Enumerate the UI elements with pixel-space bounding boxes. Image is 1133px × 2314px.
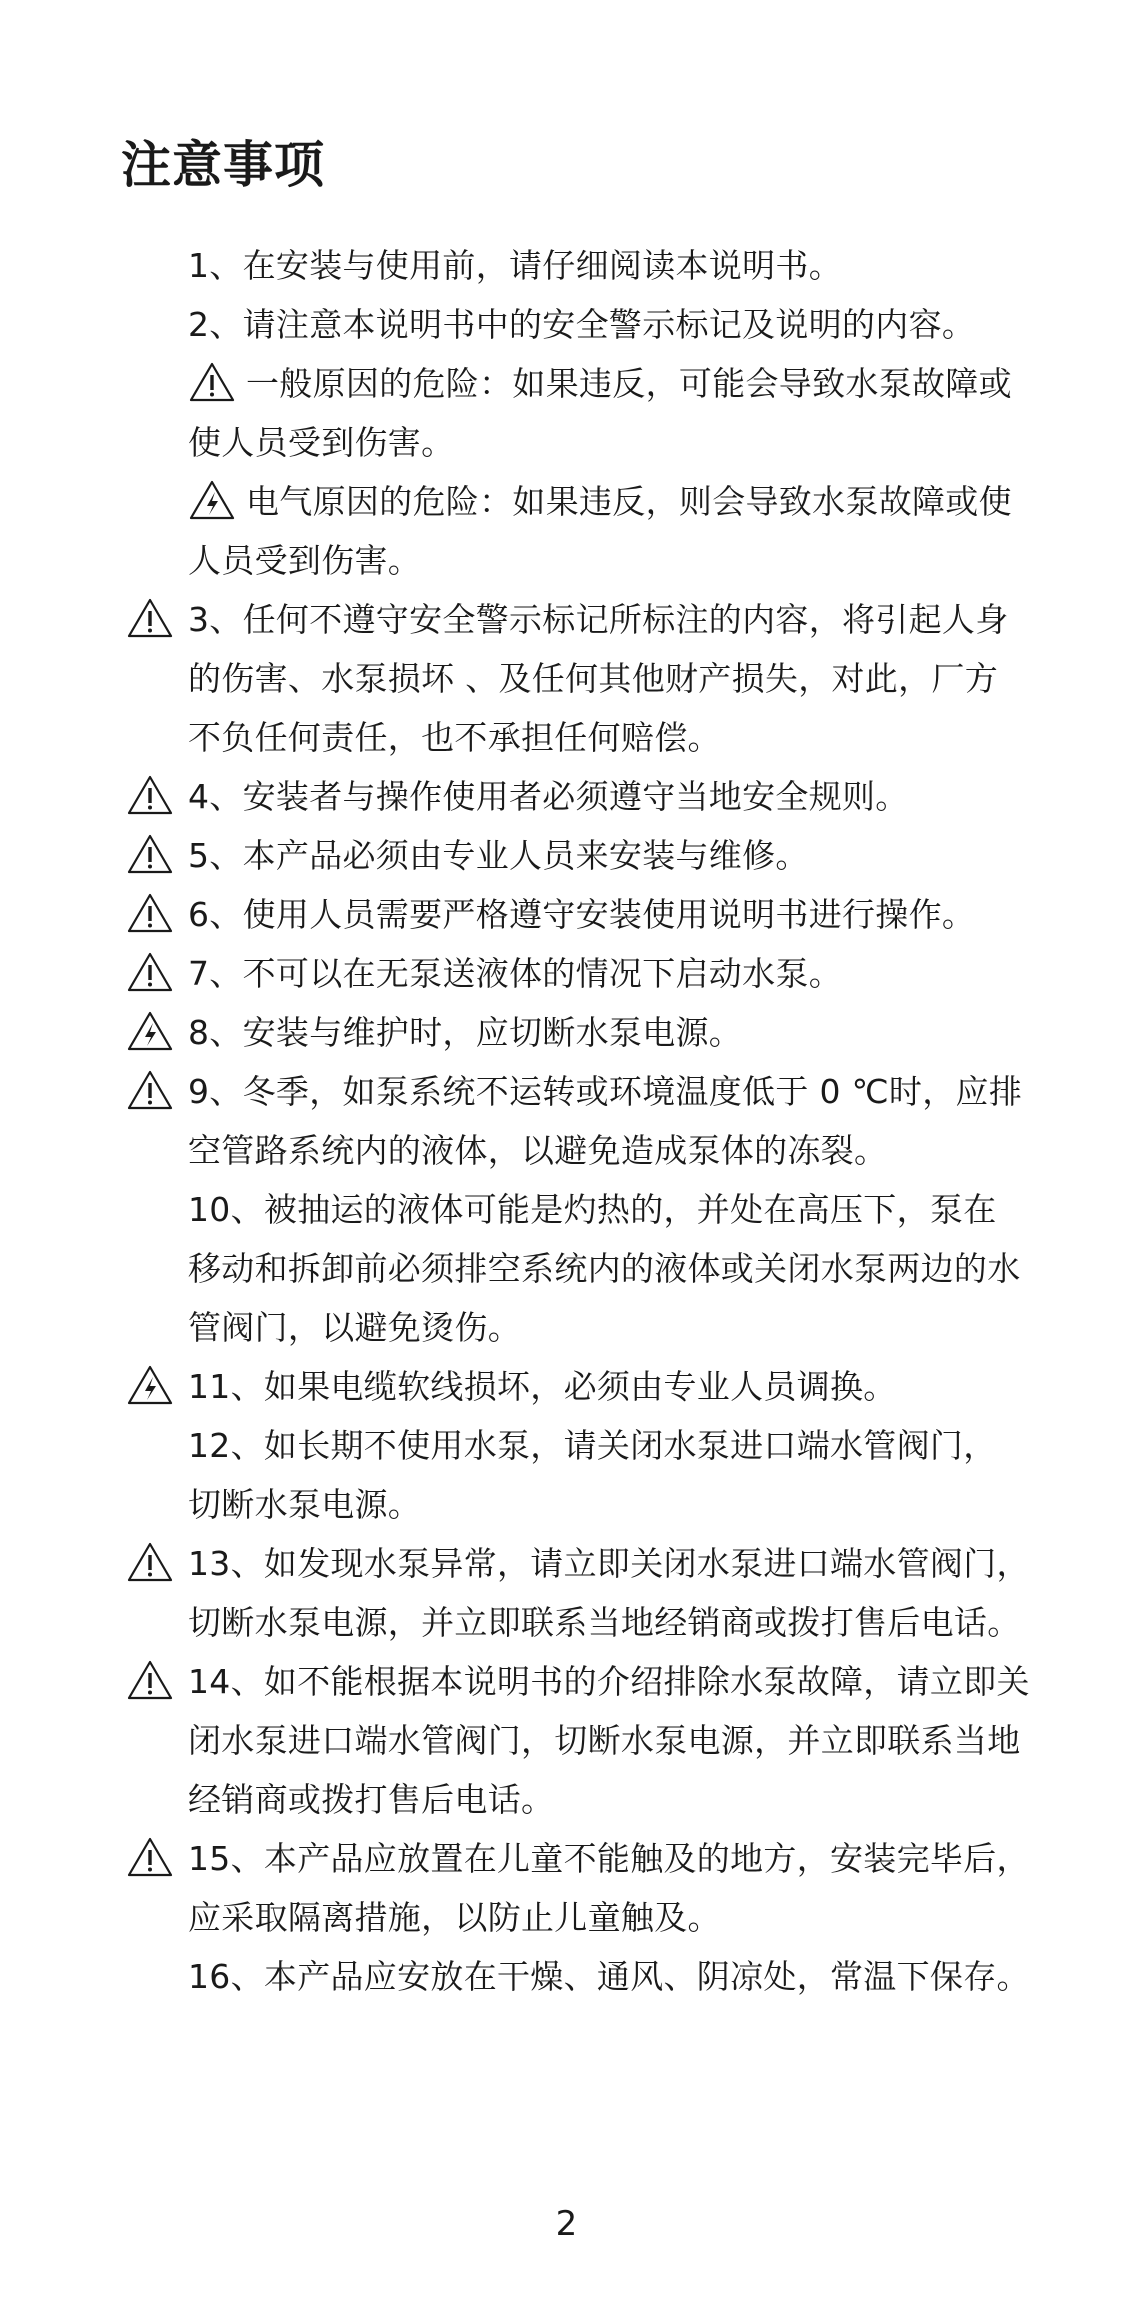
general-warning-icon: [188, 361, 236, 403]
notice-item-4: [188, 767, 1028, 826]
general-warning-icon: [127, 774, 173, 816]
notice-text: 7、不可以在无泵送液体的情况下启动水泵。: [188, 954, 842, 993]
notice-text: 9、冬季，如泵系统不运转或环境温度低于 0 ℃时，应排: [188, 1072, 1023, 1111]
notice-item-3: [188, 590, 1028, 767]
electric-warning-icon: [127, 1364, 173, 1406]
notice-text: 5、本产品必须由专业人员来安装与维修。: [188, 836, 809, 875]
electric-warning-icon: [188, 479, 236, 521]
notice-text: 16、本产品应安放在干燥、通风、阴凉处，常温下保存。: [188, 1957, 1030, 1996]
notice-text: 6、使用人员需要严格遵守安装使用说明书进行操作。: [188, 895, 976, 934]
notice-item-2: [188, 295, 1028, 354]
notice-text: 1、在安装与使用前，请仔细阅读本说明书。: [188, 246, 842, 285]
notice-text: 不负任何责任，也不承担任何赔偿。: [188, 718, 721, 757]
general-warning-icon: [127, 833, 173, 875]
notice-text: 3、任何不遵守安全警示标记所标注的内容，将引起人身: [188, 600, 1009, 639]
notice-text: 4、安装者与操作使用者必须遵守当地安全规则。: [188, 777, 909, 816]
notice-text: 11、如果电缆软线损坏，必须由专业人员调换。: [188, 1367, 897, 1406]
notice-text: 使人员受到伤害。: [188, 423, 455, 462]
notice-item-6: [188, 885, 1028, 944]
general-warning-icon: [127, 597, 173, 639]
notice-text: 的伤害、水泵损坏 、及任何其他财产损失，对此，厂方: [188, 659, 998, 698]
notice-item-13: [188, 1534, 1028, 1652]
notice-text: 移动和拆卸前必须排空系统内的液体或关闭水泵两边的水: [188, 1249, 1021, 1288]
page-number: 2: [555, 2204, 578, 2244]
general-warning-icon: [127, 1069, 173, 1111]
notice-text: 人员受到伤害。: [188, 541, 422, 580]
notice-text: 闭水泵进口端水管阀门，切断水泵电源，并立即联系当地: [188, 1721, 1021, 1760]
notice-text: 管阀门，以避免烫伤。: [188, 1308, 521, 1347]
notice-text: 2、请注意本说明书中的安全警示标记及说明的内容。: [188, 305, 976, 344]
notice-item-15: [188, 1829, 1028, 1947]
notice-item-12: [188, 1416, 1028, 1534]
notice-text: 空管路系统内的液体，以避免造成泵体的冻裂。: [188, 1131, 888, 1170]
notice-item-11: [188, 1357, 1028, 1416]
notice-item-14: [188, 1652, 1028, 1829]
notice-text: 12、如长期不使用水泵，请关闭水泵进口端水管阀门，: [188, 1426, 997, 1465]
notice-text: 切断水泵电源。: [188, 1485, 422, 1524]
general-warning-icon: [127, 1659, 173, 1701]
page-title: 注意事项: [121, 136, 325, 194]
notice-item-16: [188, 1947, 1028, 2006]
notice-text: 10、被抽运的液体可能是灼热的，并处在高压下，泵在: [188, 1190, 997, 1229]
notice-text: 一般原因的危险：如果违反，可能会导致水泵故障或: [246, 364, 1012, 403]
notice-item-9: [188, 1062, 1028, 1180]
notice-item-5: [188, 826, 1028, 885]
notice-item-10: [188, 1180, 1028, 1357]
notice-text: 应采取隔离措施，以防止儿童触及。: [188, 1898, 721, 1937]
general-warning-icon: [127, 1836, 173, 1878]
notice-text: 切断水泵电源，并立即联系当地经销商或拨打售后电话。: [188, 1603, 1021, 1642]
general-warning-icon: [127, 1541, 173, 1583]
notice-text: 电气原因的危险：如果违反，则会导致水泵故障或使: [246, 482, 1012, 521]
notice-item-1: [188, 236, 1028, 295]
notice-item-7: [188, 944, 1028, 1003]
electric-danger-note: [188, 472, 1028, 590]
notice-text: 13、如发现水泵异常，请立即关闭水泵进口端水管阀门，: [188, 1544, 1030, 1583]
notice-text: 经销商或拨打售后电话。: [188, 1780, 555, 1819]
general-danger-note: [188, 354, 1028, 472]
general-warning-icon: [127, 951, 173, 993]
notice-text: 14、如不能根据本说明书的介绍排除水泵故障，请立即关: [188, 1662, 1030, 1701]
notice-item-8: [188, 1003, 1028, 1062]
general-warning-icon: [127, 892, 173, 934]
notice-text: 8、安装与维护时，应切断水泵电源。: [188, 1013, 743, 1052]
electric-warning-icon: [127, 1010, 173, 1052]
notice-text: 15、本产品应放置在儿童不能触及的地方，安装完毕后，: [188, 1839, 1030, 1878]
